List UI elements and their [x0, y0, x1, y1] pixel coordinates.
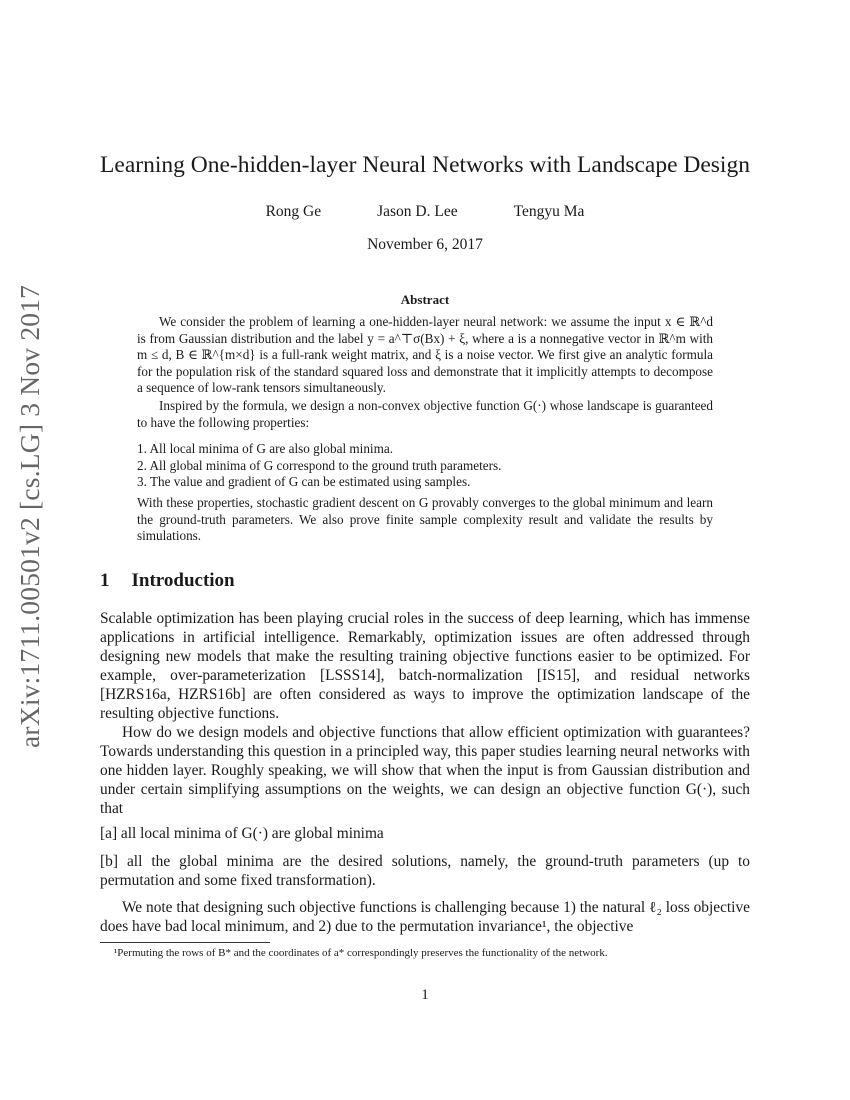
author-name: Jason D. Lee [377, 203, 458, 220]
list-item: 1. All local minima of G are also global minima. [137, 441, 394, 456]
abstract-heading: Abstract [400, 292, 450, 307]
abstract-paragraph: With these properties, stochastic gradient descent on G provably converges to the global minimum and learn the ground-truth parameters. We also prove finite sample complexity result and validate the results by simulations. [137, 495, 713, 544]
paper-title: Learning One-hidden-layer Neural Networks with Landscape Design [100, 152, 750, 178]
arxiv-stamp: arXiv:1711.00501v2 [cs.LG] 3 Nov 2017 [14, 284, 45, 748]
abstract-paragraph: Inspired by the formula, we design a non-convex objective function G(·) whose landscape is guaranteed to have the following properties: [137, 398, 713, 430]
author-name: Tengyu Ma [513, 203, 585, 220]
section-title: Introduction [131, 570, 235, 591]
author-name: Rong Ge [265, 203, 322, 220]
abstract-paragraph: We consider the problem of learning a one-hidden-layer neural network: we assume the input x ∈ ℝ^d is from Gaussian distribution and the label y = a^⊤σ(Bx) + ξ, where a is a nonnegative vector in ℝ^m with m ≤ d, B ∈ ℝ^{m×d} is a full-rank weight matrix, and ξ is a noise vector. We first give an analytic formula for the population risk of the standard squared loss and demonstrate that it implicitly attempts to decompose a sequence of low-rank tensors simultaneously. [137, 314, 713, 396]
footnote-rule [100, 942, 270, 943]
author-list [0, 203, 850, 221]
page-number: 1 [421, 987, 429, 1003]
list-item: 2. All global minima of G correspond to the ground truth parameters. [137, 457, 502, 473]
body-paragraph: How do we design models and objective functions that allow efficient optimization with guarantees? Towards understanding this question in a principled way, this paper studies learning neural networks with one hidden layer. Roughly speaking, we will show that when the input is from Gaussian distribution and under certain simplifying assumptions on the weights, we can design an objective function G(·), such that [100, 724, 750, 818]
body-paragraph: Scalable optimization has been playing crucial roles in the success of deep learning, which has immense applications in artificial intelligence. Remarkably, optimization issues are often addressed through designing new models that make the resulting training objective functions easier to be optimized. For example, over-parameterization [LSSS14], batch-normalization [IS15], and residual networks [HZRS16a, HZRS16b] are often considered as ways to improve the optimization landscape of the resulting objective functions. [100, 610, 750, 723]
list-item: [a] all local minima of G(·) are global minima [100, 825, 384, 842]
list-item: 3. The value and gradient of G can be estimated using samples. [137, 474, 471, 489]
list-item: [b] all the global minima are the desired solutions, namely, the ground-truth parameters (up to permutation and some fixed transformation). [100, 853, 750, 890]
paper-date: November 6, 2017 [367, 236, 483, 253]
body-paragraph: We note that designing such objective functions is challenging because 1) the natural ℓ₂ loss objective does have bad local minimum, and 2) due to the permutation invariance¹, the objective [100, 899, 750, 936]
footnote: ¹Permuting the rows of B* and the coordinates of a* correspondingly preserves the functionality of the network. [114, 947, 608, 959]
section-heading [100, 570, 235, 592]
abstract-property-list [137, 441, 713, 491]
section-number: 1 [100, 570, 110, 591]
